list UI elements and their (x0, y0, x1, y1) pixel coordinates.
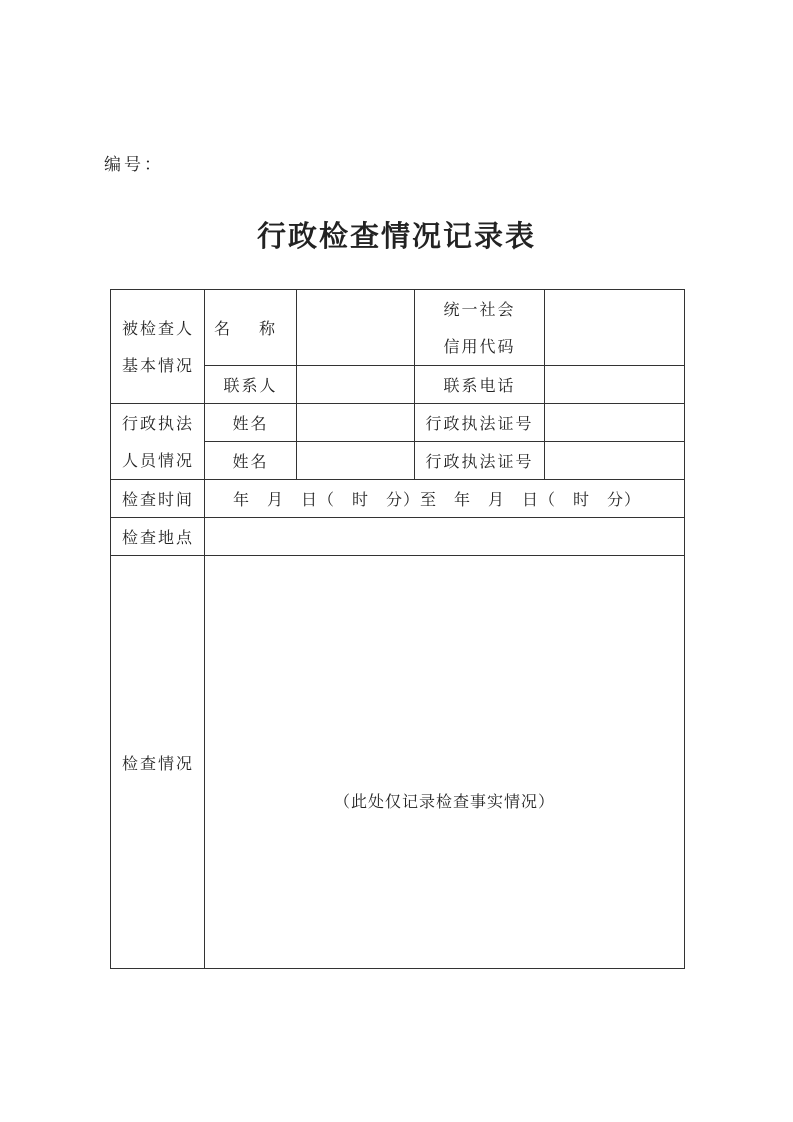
officer-cert-field-1[interactable] (545, 404, 685, 442)
officers-group-line1: 行政执法 (122, 413, 195, 433)
inspection-location-field[interactable] (205, 518, 685, 556)
officer-cert-label-1: 行政执法证号 (415, 404, 545, 442)
inspection-situation-field[interactable] (205, 556, 685, 969)
officer-cert-field-2[interactable] (545, 442, 685, 480)
inspected-party-group-label (111, 290, 205, 404)
inspection-record-table (110, 289, 685, 969)
name-field[interactable] (297, 290, 415, 366)
name-label: 名 称 (205, 290, 297, 366)
credit-code-label (415, 290, 545, 366)
credit-code-line2: 信用代码 (443, 336, 516, 356)
officer-name-label-1: 姓名 (205, 404, 297, 442)
contact-phone-field[interactable] (545, 366, 685, 404)
credit-code-field[interactable] (545, 290, 685, 366)
inspection-situation-hint: （此处仅记录检查事实情况） (333, 791, 555, 811)
serial-number-label: 编号： (104, 155, 164, 175)
inspected-party-group-line1: 被检查人 (122, 318, 195, 338)
inspection-situation-label: 检查情况 (111, 556, 205, 969)
contact-person-field[interactable] (297, 366, 415, 404)
officer-name-field-2[interactable] (297, 442, 415, 480)
inspected-party-group-line2: 基本情况 (122, 355, 195, 375)
contact-person-label: 联系人 (205, 366, 297, 404)
officer-name-label-2: 姓名 (205, 442, 297, 480)
officers-group-label (111, 404, 205, 480)
contact-phone-label: 联系电话 (415, 366, 545, 404)
officer-name-field-1[interactable] (297, 404, 415, 442)
officers-group-line2: 人员情况 (122, 450, 195, 470)
officer-cert-label-2: 行政执法证号 (415, 442, 545, 480)
inspection-time-field[interactable]: 年 月 日（ 时 分）至 年 月 日（ 时 分） (205, 480, 685, 518)
inspection-location-label: 检查地点 (111, 518, 205, 556)
inspection-time-label: 检查时间 (111, 480, 205, 518)
page-title: 行政检查情况记录表 (256, 219, 536, 253)
credit-code-line1: 统一社会 (443, 299, 516, 319)
